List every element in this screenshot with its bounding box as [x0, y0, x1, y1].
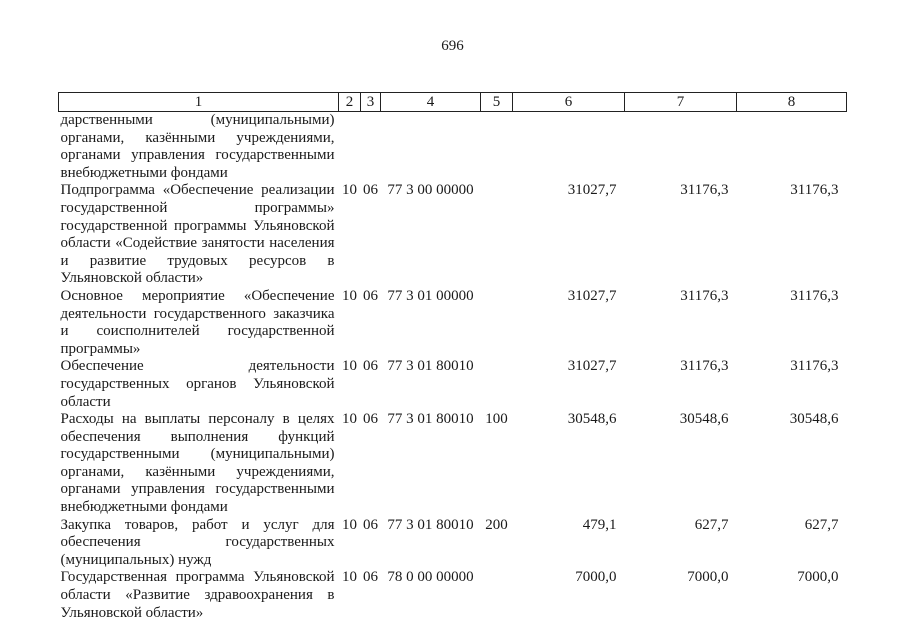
- row-subsection: 06: [363, 358, 378, 375]
- row-amount-col8: 627,7: [804, 516, 839, 533]
- header-col-4: 4: [381, 93, 481, 112]
- row-name: Расходы на выплаты персоналу в целях обеспечения выполнения функций государственными (муниципальными) органами, казёнными учреждениями, органами управления государственными внебюджетными фондами: [60, 411, 335, 516]
- row-amount-col7: 7000,0: [687, 569, 729, 586]
- row-amount-col7: 30548,6: [679, 411, 729, 428]
- row-section: 10: [342, 411, 357, 428]
- row-expense-type: [481, 288, 513, 358]
- row-target-article: [381, 112, 481, 183]
- row-name: Государственная программа Ульяновской области «Развитие здравоохранения в Ульяновской области»: [60, 569, 335, 621]
- row-subsection: 06: [363, 287, 378, 304]
- row-name: дарственными (муниципальными) органами, казёнными учреждениями, органами управления государственными внебюджетными фондами: [60, 112, 335, 181]
- table-row: [59, 112, 847, 183]
- row-amount-col6: 31027,7: [567, 182, 617, 199]
- row-amount-col6: 30548,6: [567, 411, 617, 428]
- row-section: 10: [342, 287, 357, 304]
- row-section: [339, 112, 361, 183]
- header-col-2: 2: [339, 93, 361, 112]
- row-target-article: 77 3 01 80010: [387, 358, 474, 375]
- header-col-3: 3: [361, 93, 381, 112]
- row-name: Обеспечение деятельности государственных органов Ульяновской области: [60, 358, 335, 410]
- row-target-article: 77 3 01 00000: [387, 287, 474, 304]
- row-target-article: 77 3 01 80010: [387, 516, 474, 533]
- row-target-article: 77 3 01 80010: [387, 411, 474, 428]
- row-expense-type: 200: [485, 516, 508, 533]
- header-col-7: 7: [625, 93, 737, 112]
- table-row: [59, 411, 847, 517]
- header-col-1: 1: [59, 93, 339, 112]
- table-row: [59, 288, 847, 358]
- row-subsection: [361, 112, 381, 183]
- row-expense-type: [481, 182, 513, 288]
- row-subsection: 06: [363, 569, 378, 586]
- row-amount-col6: 31027,7: [567, 287, 617, 304]
- row-subsection: 06: [363, 516, 378, 533]
- row-amount-col8: 7000,0: [797, 569, 839, 586]
- row-amount-col7: 31176,3: [680, 182, 729, 199]
- row-name: Основное мероприятие «Обеспечение деятельности государственного заказчика и соисполнителей государственной программы»: [60, 287, 335, 357]
- row-amount-col7: 627,7: [694, 516, 729, 533]
- row-amount-col6: 479,1: [582, 516, 617, 533]
- table-row: [59, 358, 847, 411]
- row-expense-type: [481, 112, 513, 183]
- row-name: Закупка товаров, работ и услуг для обеспечения государственных (муниципальных) нужд: [60, 516, 335, 568]
- row-amount-col7: 31176,3: [680, 287, 729, 304]
- header-row: [59, 93, 847, 112]
- row-target-article: 78 0 00 00000: [387, 569, 474, 586]
- header-col-6: 6: [513, 93, 625, 112]
- header-col-5: 5: [481, 93, 513, 112]
- row-amount-col8: 31176,3: [790, 358, 839, 375]
- row-expense-type: [481, 569, 513, 622]
- row-expense-type: 100: [485, 411, 508, 428]
- row-subsection: 06: [363, 182, 378, 199]
- row-amount-col6: 7000,0: [575, 569, 617, 586]
- row-amount-col6: 31027,7: [567, 358, 617, 375]
- row-subsection: 06: [363, 411, 378, 428]
- row-section: 10: [342, 358, 357, 375]
- page-number: 696: [441, 38, 464, 54]
- row-amount-col6: [513, 112, 625, 183]
- header-col-8: 8: [737, 93, 847, 112]
- table-row: [59, 517, 847, 570]
- budget-table: [58, 92, 847, 622]
- row-section: 10: [342, 516, 357, 533]
- row-amount-col8: 31176,3: [790, 182, 839, 199]
- row-target-article: 77 3 00 00000: [387, 182, 474, 199]
- row-section: 10: [342, 569, 357, 586]
- row-amount-col7: 31176,3: [680, 358, 729, 375]
- row-amount-col7: [625, 112, 737, 183]
- row-amount-col8: 31176,3: [790, 287, 839, 304]
- row-section: 10: [342, 182, 357, 199]
- row-amount-col8: 30548,6: [789, 411, 839, 428]
- table-row: [59, 182, 847, 288]
- table-row: [59, 569, 847, 622]
- row-amount-col8: [737, 112, 847, 183]
- row-name: Подпрограмма «Обеспечение реализации государственной программы» государственной программы Ульяновской области «Содействие занятости населения и развитие трудовых ресурсов в Ульяновской области»: [60, 182, 335, 287]
- row-expense-type: [481, 358, 513, 411]
